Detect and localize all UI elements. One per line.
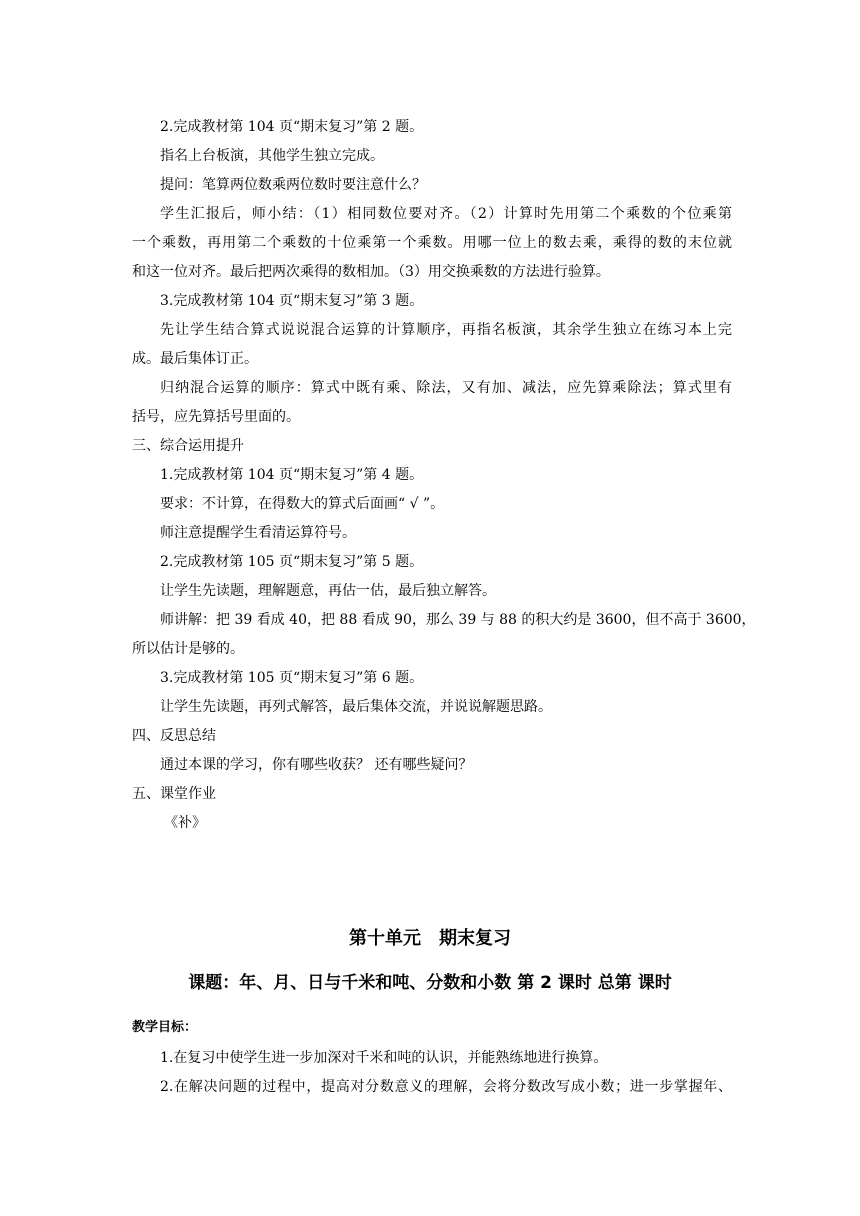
paragraph-line: 1.完成教材第 104 页“期末复习”第 4 题。 — [160, 467, 424, 483]
paragraph-line: 让学生先读题，理解题意，再估一估，最后独立解答。 — [160, 583, 496, 599]
paragraph-line: 先让学生结合算式说说混合运算的计算顺序，再指名板演，其余学生独立在练习本上完 — [160, 322, 732, 338]
paragraph-line: 3.完成教材第 104 页“期末复习”第 3 题。 — [160, 293, 424, 309]
paragraph-line: 让学生先读题，再列式解答，最后集体交流，并说说解题思路。 — [160, 699, 552, 715]
unit-title: 第十单元 期末复习 — [349, 928, 511, 949]
paragraph-line: 通过本课的学习，你有哪些收获？ 还有哪些疑问？ — [160, 757, 473, 773]
paragraph-line: 提问：笔算两位数乘两位数时要注意什么？ — [160, 177, 426, 193]
objective-item: 1.在复习中使学生进一步加深对千米和吨的认识，并能熟练地进行换算。 — [160, 1050, 608, 1066]
paragraph-line: 学生汇报后，师小结：（1）相同数位要对齐。（2）计算时先用第二个乘数的个位乘第 — [160, 206, 732, 222]
paragraph-line: 所以估计是够的。 — [132, 641, 244, 657]
paragraph-line: 2.完成教材第 105 页“期末复习”第 5 题。 — [160, 554, 424, 570]
paragraph-line: 成。最后集体订正。 — [132, 351, 258, 367]
paragraph-line: 归纳混合运算的顺序：算式中既有乘、除法，又有加、减法，应先算乘除法；算式里有 — [160, 380, 732, 396]
paragraph-line: 师注意提醒学生看清运算符号。 — [160, 525, 356, 541]
paragraph-line: 一个乘数，再用第二个乘数的十位乘第一个乘数。用哪一位上的数去乘，乘得的数的末位就 — [132, 235, 732, 251]
paragraph-line: 2.完成教材第 104 页“期末复习”第 2 题。 — [160, 119, 424, 135]
section-heading: 四、反思总结 — [132, 728, 216, 744]
lesson-title: 课题：年、月、日与千米和吨、分数和小数 第 2 课时 总第 课时 — [188, 973, 672, 993]
paragraph-line: 括号，应先算括号里面的。 — [132, 409, 300, 425]
paragraph-line: 和这一位对齐。最后把两次乘得的数相加。（3）用交换乘数的方法进行验算。 — [132, 264, 610, 280]
paragraph-line: 《补》 — [164, 815, 206, 831]
objectives-label: 教学目标： — [132, 1020, 198, 1035]
paragraph-line: 要求：不计算，在得数大的算式后面画“ √ ”。 — [160, 496, 445, 512]
section-heading: 三、综合运用提升 — [132, 438, 244, 454]
section-heading: 五、课堂作业 — [132, 786, 216, 802]
objective-item: 2.在解决问题的过程中，提高对分数意义的理解，会将分数改写成小数；进一步掌握年、 — [160, 1079, 732, 1095]
paragraph-line: 指名上台板演，其他学生独立完成。 — [160, 148, 384, 164]
paragraph-line: 师讲解：把 39 看成 40，把 88 看成 90，那么 39 与 88 的积大约是 3600，但不高于 3600， — [160, 612, 756, 628]
paragraph-line: 3.完成教材第 105 页“期末复习”第 6 题。 — [160, 670, 424, 686]
